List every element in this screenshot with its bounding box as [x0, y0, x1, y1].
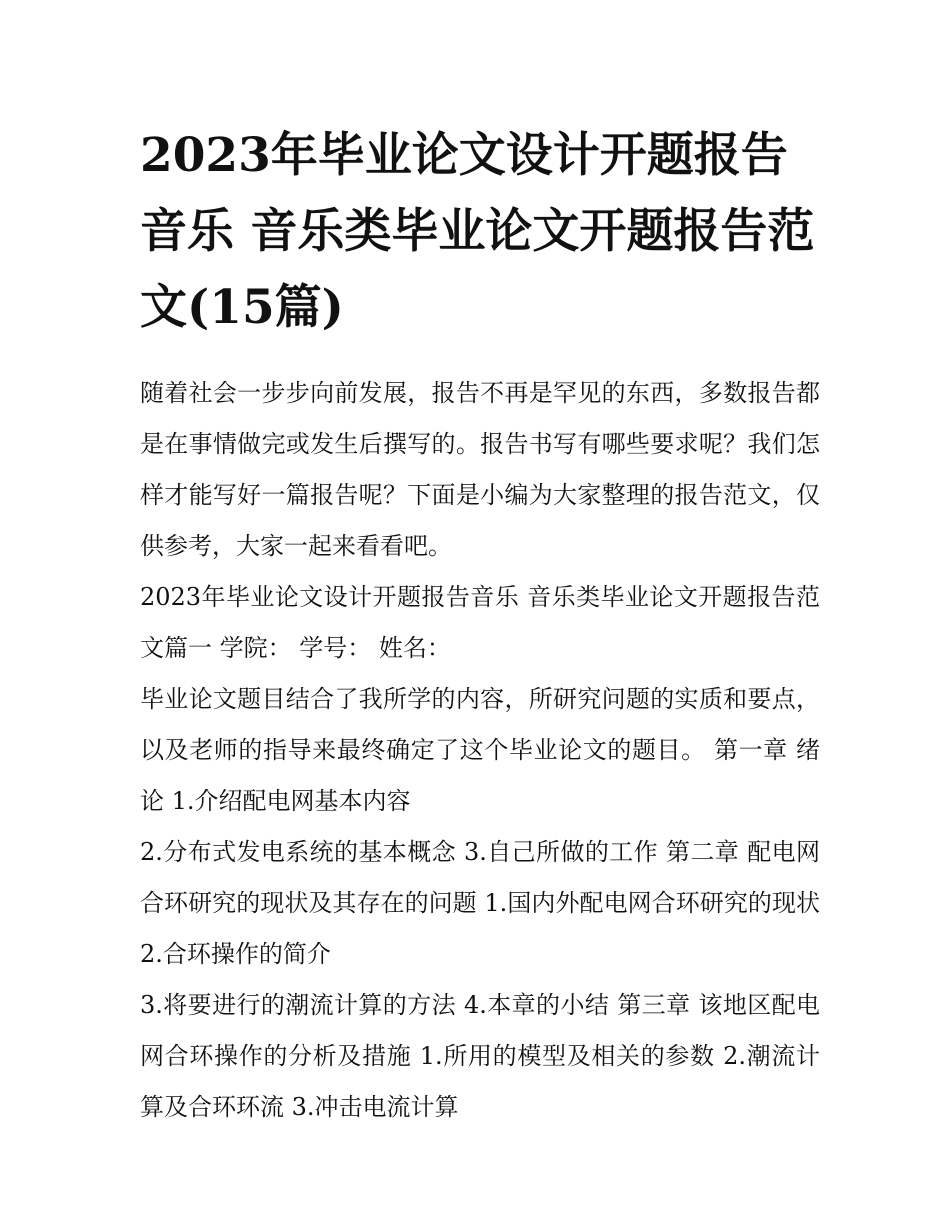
document-title: 2023年毕业论文设计开题报告音乐 音乐类毕业论文开题报告范文(15篇): [140, 128, 815, 335]
document-page: [140, 118, 820, 1133]
intro-paragraph: 随着社会一步步向前发展，报告不再是罕见的东西，多数报告都是在事情做完或发生后撰写的。报告书写有哪些要求呢？我们怎样才能写好一篇报告呢？下面是小编为大家整理的报告范文，仅供参考，大家一起来看看吧。: [140, 379, 820, 560]
outline-paragraph-3: 3.将要进行的潮流计算的方法 4.本章的小结 第三章 该地区配电网合环操作的分析及措施 1.所用的模型及相关的参数 2.潮流计算及合环环流 3.冲击电流计算: [140, 991, 820, 1121]
outline-paragraph-2: 2.分布式发电系统的基本概念 3.自己所做的工作 第二章 配电网合环研究的现状及其存在的问题 1.国内外配电网合环研究的现状 2.合环操作的简介: [140, 838, 820, 968]
section-heading-paragraph: 2023年毕业论文设计开题报告音乐 音乐类毕业论文开题报告范文篇一 学院： 学号： 姓名：: [140, 583, 820, 662]
outline-paragraph-1: 毕业论文题目结合了我所学的内容，所研究问题的实质和要点，以及老师的指导来最终确定了这个毕业论文的题目。 第一章 绪论 1.介绍配电网基本内容: [140, 685, 820, 815]
